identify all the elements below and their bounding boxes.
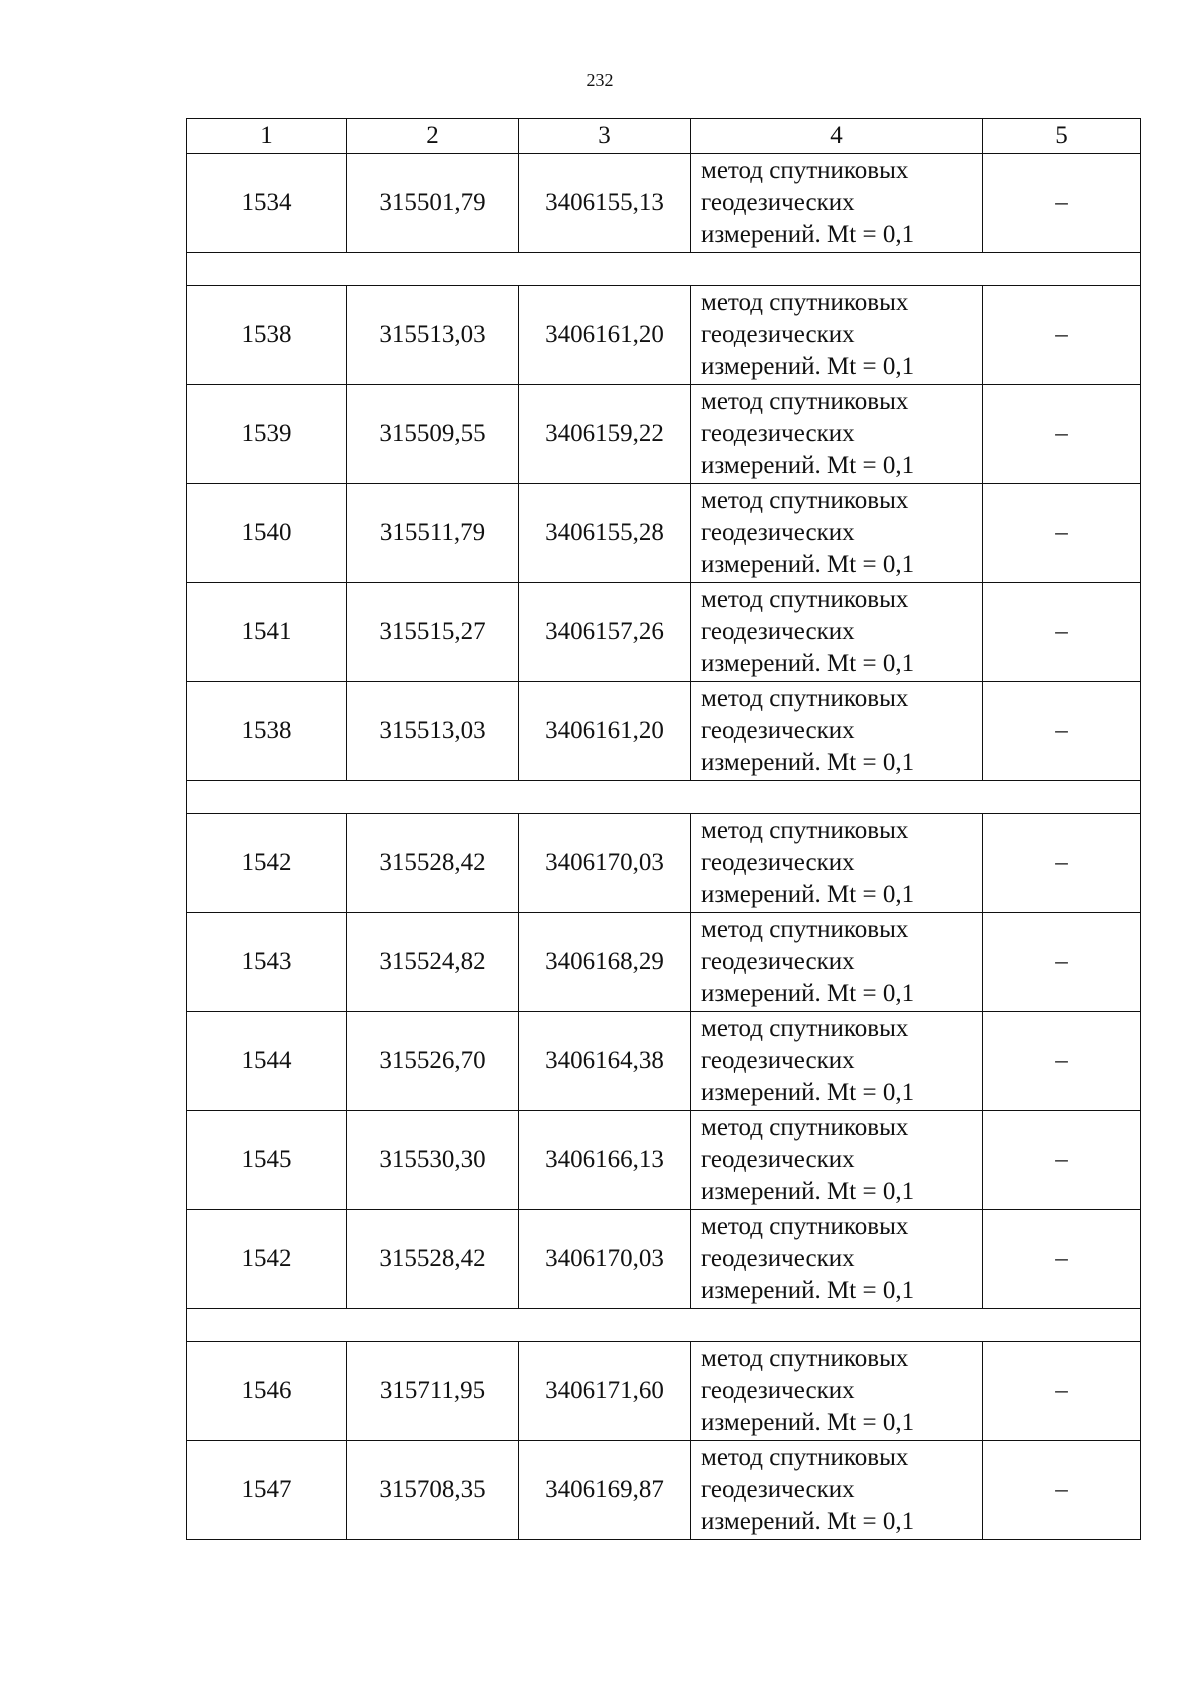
point-number-cell: 1542 [187,814,347,913]
note-cell: – [983,1111,1141,1210]
x-coordinate-cell: 315513,03 [347,286,519,385]
method-line: геодезических [701,189,855,216]
method-line: метод спутниковых [701,1444,909,1471]
table-row [187,385,1141,484]
point-number-cell: 1542 [187,1210,347,1309]
table-row [187,1111,1141,1210]
point-number-cell: 1541 [187,583,347,682]
method-line: измерений. Mt = 0,1 [701,980,915,1007]
method-line: измерений. Mt = 0,1 [701,1079,915,1106]
page-number: 232 [586,70,614,90]
method-line: геодезических [701,321,855,348]
note-cell: – [983,385,1141,484]
table-row [187,1342,1141,1441]
y-coordinate-cell: 3406161,20 [519,286,691,385]
method-line: метод спутниковых [701,289,909,316]
y-coordinate-cell: 3406170,03 [519,814,691,913]
method-line: геодезических [701,519,855,546]
method-line: геодезических [701,1047,855,1074]
point-number-cell: 1544 [187,1012,347,1111]
method-line: измерений. Mt = 0,1 [701,1178,915,1205]
y-coordinate-cell: 3406161,20 [519,682,691,781]
separator-row [187,1309,1141,1342]
y-coordinate-cell: 3406157,26 [519,583,691,682]
method-line: измерений. Mt = 0,1 [701,1409,915,1436]
method-line: геодезических [701,717,855,744]
method-cell [691,484,983,583]
y-coordinate-cell: 3406168,29 [519,913,691,1012]
x-coordinate-cell: 315528,42 [347,1210,519,1309]
x-coordinate-cell: 315528,42 [347,814,519,913]
method-line: метод спутниковых [701,487,909,514]
point-number-cell: 1539 [187,385,347,484]
point-number-cell: 1545 [187,1111,347,1210]
method-cell [691,385,983,484]
x-coordinate-cell: 315524,82 [347,913,519,1012]
point-number-cell: 1543 [187,913,347,1012]
method-line: геодезических [701,420,855,447]
column-header-5: 5 [983,119,1141,154]
method-line: измерений. Mt = 0,1 [701,452,915,479]
separator-cell [187,781,1141,814]
column-header-4: 4 [691,119,983,154]
y-coordinate-cell: 3406155,28 [519,484,691,583]
x-coordinate-cell: 315511,79 [347,484,519,583]
y-coordinate-cell: 3406155,13 [519,154,691,253]
method-line: геодезических [701,1245,855,1272]
separator-row [187,781,1141,814]
method-cell [691,1441,983,1540]
method-cell [691,1111,983,1210]
method-line: метод спутниковых [701,1015,909,1042]
method-cell [691,286,983,385]
y-coordinate-cell: 3406159,22 [519,385,691,484]
method-line: метод спутниковых [701,1213,909,1240]
table-row [187,1012,1141,1111]
method-line: измерений. Mt = 0,1 [701,551,915,578]
table-row [187,484,1141,583]
table-row [187,682,1141,781]
method-line: измерений. Mt = 0,1 [701,1277,915,1304]
method-line: геодезических [701,1146,855,1173]
column-header-2: 2 [347,119,519,154]
y-coordinate-cell: 3406166,13 [519,1111,691,1210]
column-header-1: 1 [187,119,347,154]
y-coordinate-cell: 3406170,03 [519,1210,691,1309]
y-coordinate-cell: 3406171,60 [519,1342,691,1441]
method-cell [691,1210,983,1309]
method-line: геодезических [701,1476,855,1503]
method-line: геодезических [701,1377,855,1404]
method-line: геодезических [701,618,855,645]
method-line: метод спутниковых [701,817,909,844]
note-cell: – [983,814,1141,913]
table-row [187,154,1141,253]
method-line: измерений. Mt = 0,1 [701,353,915,380]
method-cell [691,1012,983,1111]
method-line: метод спутниковых [701,586,909,613]
table-body [187,154,1141,1540]
method-cell [691,1342,983,1441]
point-number-cell: 1547 [187,1441,347,1540]
note-cell: – [983,1441,1141,1540]
x-coordinate-cell: 315708,35 [347,1441,519,1540]
method-line: измерений. Mt = 0,1 [701,650,915,677]
x-coordinate-cell: 315526,70 [347,1012,519,1111]
method-cell [691,583,983,682]
table-row [187,913,1141,1012]
method-line: геодезических [701,849,855,876]
table-row [187,583,1141,682]
method-line: измерений. Mt = 0,1 [701,221,915,248]
x-coordinate-cell: 315509,55 [347,385,519,484]
note-cell: – [983,1012,1141,1111]
x-coordinate-cell: 315513,03 [347,682,519,781]
y-coordinate-cell: 3406164,38 [519,1012,691,1111]
point-number-cell: 1538 [187,682,347,781]
y-coordinate-cell: 3406169,87 [519,1441,691,1540]
table-row [187,1210,1141,1309]
point-number-cell: 1534 [187,154,347,253]
method-cell [691,913,983,1012]
point-number-cell: 1546 [187,1342,347,1441]
table-row [187,286,1141,385]
note-cell: – [983,286,1141,385]
note-cell: – [983,484,1141,583]
note-cell: – [983,913,1141,1012]
method-line: метод спутниковых [701,1114,909,1141]
method-line: метод спутниковых [701,916,909,943]
separator-cell [187,253,1141,286]
x-coordinate-cell: 315711,95 [347,1342,519,1441]
table-row [187,814,1141,913]
x-coordinate-cell: 315530,30 [347,1111,519,1210]
note-cell: – [983,583,1141,682]
method-line: измерений. Mt = 0,1 [701,1508,915,1535]
x-coordinate-cell: 315515,27 [347,583,519,682]
method-line: геодезических [701,948,855,975]
note-cell: – [983,682,1141,781]
point-number-cell: 1538 [187,286,347,385]
method-line: метод спутниковых [701,1345,909,1372]
x-coordinate-cell: 315501,79 [347,154,519,253]
column-header-3: 3 [519,119,691,154]
method-cell [691,814,983,913]
separator-row [187,253,1141,286]
coordinates-table [186,118,1141,1540]
table-header-row [187,119,1141,154]
method-line: метод спутниковых [701,685,909,712]
method-line: метод спутниковых [701,157,909,184]
method-line: измерений. Mt = 0,1 [701,881,915,908]
note-cell: – [983,1342,1141,1441]
method-line: измерений. Mt = 0,1 [701,749,915,776]
point-number-cell: 1540 [187,484,347,583]
method-cell [691,154,983,253]
method-line: метод спутниковых [701,388,909,415]
note-cell: – [983,1210,1141,1309]
separator-cell [187,1309,1141,1342]
method-cell [691,682,983,781]
note-cell: – [983,154,1141,253]
table-row [187,1441,1141,1540]
